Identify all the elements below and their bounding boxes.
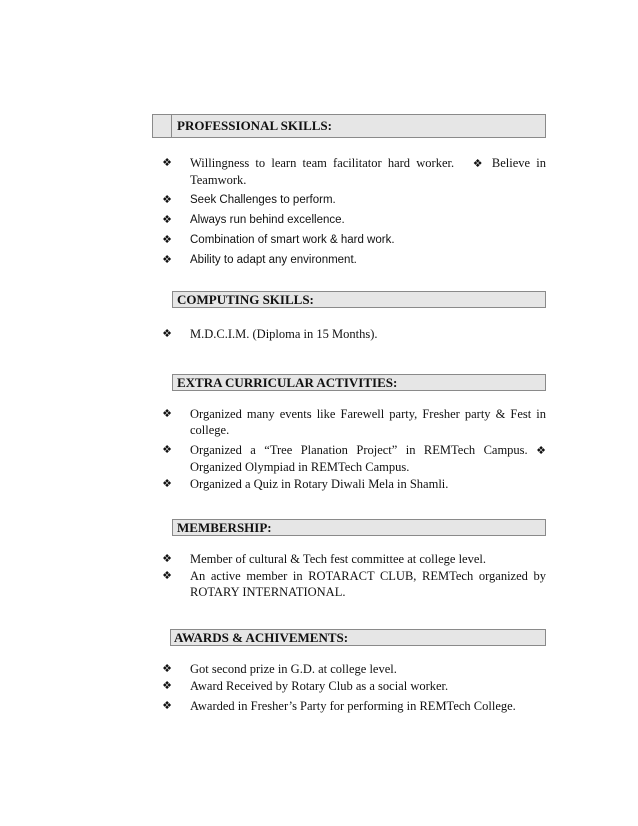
item-text: Always run behind excellence.	[190, 214, 345, 226]
diamond-bullet-icon: ❖	[162, 569, 172, 582]
item-text: An active member in ROTARACT CLUB, REMTech organized by ROTARY INTERNATIONAL.	[190, 569, 546, 599]
section-header-computing-skills	[172, 291, 546, 308]
section-title: PROFESSIONAL SKILLS:	[177, 118, 332, 133]
item-text: Organized a Quiz in Rotary Diwali Mela in Shamli.	[190, 477, 449, 491]
diamond-bullet-icon: ❖	[162, 662, 172, 675]
item-text: Seek Challenges to perform.	[190, 194, 336, 206]
list-item	[160, 212, 546, 228]
list-item	[160, 252, 546, 268]
section-header-professional-skills	[152, 114, 546, 138]
section-header-extra-curricular	[172, 374, 546, 391]
item-text: Organized a “Tree Planation Project” in REMTech Campus.	[190, 443, 528, 457]
list-item	[160, 568, 546, 600]
section-header-membership	[172, 519, 546, 536]
diamond-bullet-icon: ❖	[162, 156, 172, 169]
list-item	[160, 661, 546, 677]
item-text: Ability to adapt any environment.	[190, 254, 357, 266]
item-text: Got second prize in G.D. at college level.	[190, 662, 397, 676]
diamond-bullet-icon: ❖	[162, 193, 172, 206]
list-item	[160, 406, 546, 438]
diamond-bullet-icon: ❖	[536, 444, 547, 457]
diamond-bullet-icon: ❖	[162, 552, 172, 565]
item-text: Organized many events like Farewell party, Fresher party & Fest in college.	[190, 407, 546, 437]
section-title: MEMBERSHIP:	[177, 520, 272, 535]
diamond-bullet-icon: ❖	[162, 477, 172, 490]
item-text-continued: Teamwork.	[190, 173, 247, 187]
diamond-bullet-icon: ❖	[162, 679, 172, 692]
diamond-bullet-icon: ❖	[162, 327, 172, 340]
item-text: Combination of smart work & hard work.	[190, 234, 395, 246]
section-header-awards	[170, 629, 546, 646]
section-title: AWARDS & ACHIVEMENTS:	[174, 630, 349, 645]
list-item	[160, 678, 546, 694]
diamond-bullet-icon: ❖	[162, 213, 172, 226]
list-item	[160, 442, 546, 475]
item-text: Member of cultural & Tech fest committee at college level.	[190, 552, 487, 566]
list-item	[160, 551, 546, 567]
section-title: COMPUTING SKILLS:	[177, 292, 314, 307]
list-item	[160, 192, 546, 208]
list-item	[160, 155, 546, 188]
diamond-bullet-icon: ❖	[162, 699, 172, 712]
diamond-bullet-icon: ❖	[472, 157, 486, 170]
list-item	[160, 326, 546, 342]
item-text: Award Received by Rotary Club as a social worker.	[190, 679, 449, 693]
section-title: EXTRA CURRICULAR ACTIVITIES:	[177, 375, 398, 390]
awards-list	[160, 661, 546, 718]
item-text-continued: Organized Olympiad in REMTech Campus.	[190, 460, 410, 474]
extra-curricular-list	[160, 406, 546, 496]
diamond-bullet-icon: ❖	[162, 253, 172, 266]
list-item	[160, 232, 546, 248]
professional-skills-list	[160, 155, 546, 272]
item-text: M.D.C.I.M. (Diploma in 15 Months).	[190, 327, 378, 341]
membership-list	[160, 551, 546, 604]
computing-skills-list	[160, 326, 546, 346]
item-text: Awarded in Fresher’s Party for performing in REMTech College.	[190, 699, 516, 713]
diamond-bullet-icon: ❖	[162, 233, 172, 246]
item-text: Willingness to learn team facilitator hard worker.	[190, 156, 455, 170]
item-text-continued: Believe in	[491, 156, 546, 170]
list-item	[160, 476, 546, 492]
diamond-bullet-icon: ❖	[162, 407, 172, 420]
diamond-bullet-icon: ❖	[162, 443, 172, 456]
list-item	[160, 698, 546, 714]
